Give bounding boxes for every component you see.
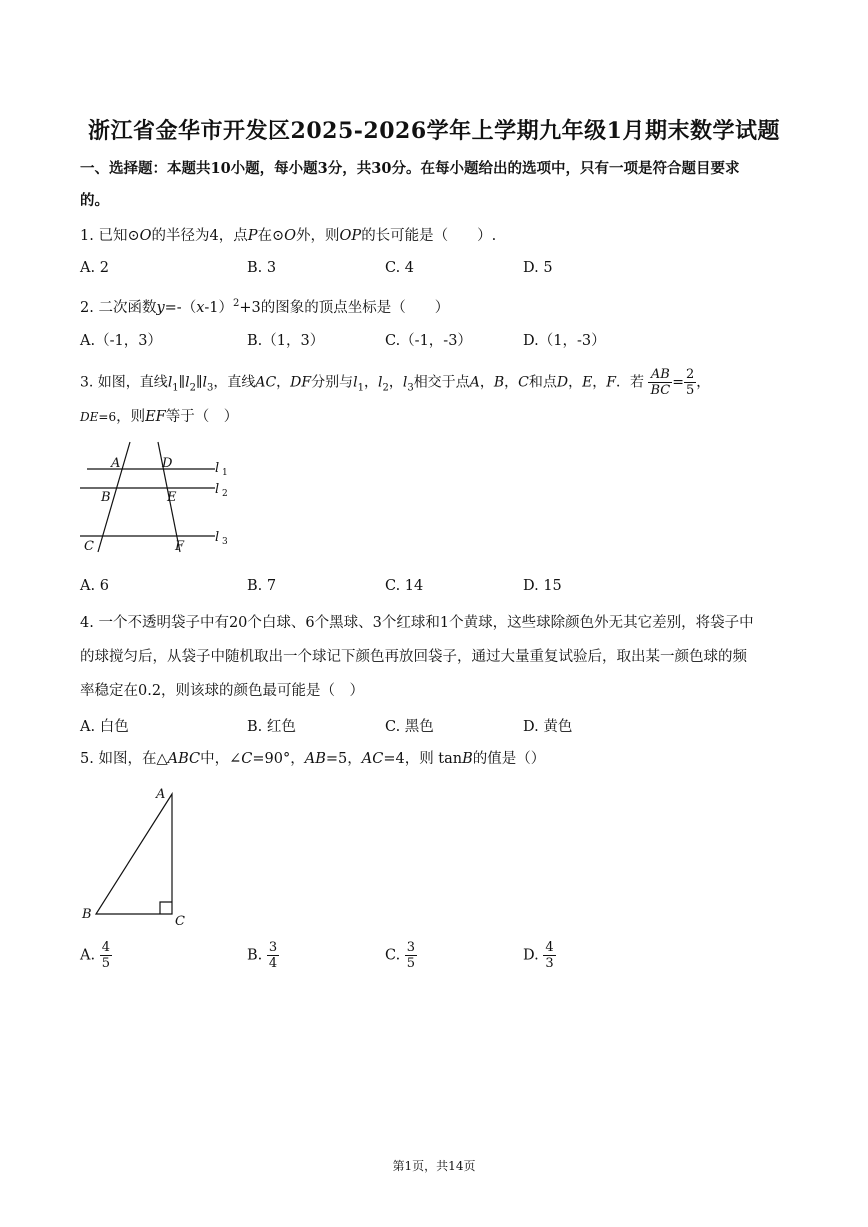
q3-var: A [469, 374, 480, 391]
q1-text: 的半径为4，点 [151, 228, 248, 244]
label-b: B [101, 490, 111, 505]
triangle-abc [96, 794, 172, 914]
q3-sub: 3 [407, 382, 414, 394]
q1-option-a[interactable]: A. 2 [80, 260, 109, 276]
label-d: D [162, 456, 173, 471]
q4-option-b[interactable]: B. 红色 [247, 719, 296, 735]
q2-option-b[interactable]: B.（1，3） [247, 333, 325, 349]
q1-text: 在⊙ [257, 228, 285, 244]
section-heading-line2: 的。 [80, 192, 109, 209]
q1-var: P [247, 228, 258, 244]
label-a: A [156, 787, 166, 802]
q5-text: =90°， [252, 751, 305, 767]
q3-var: F [606, 374, 617, 391]
frac-den: 3 [545, 956, 554, 971]
option-prefix: B. [247, 947, 263, 964]
q3-frac-num: 2 [685, 367, 695, 382]
exam-title: 浙江省金华市开发区2025-2026学年上学期九年级1月期末数学试题 [88, 118, 780, 144]
q2-text: +3的图象的顶点坐标是（ ） [239, 299, 450, 316]
q3-option-a[interactable]: A. 6 [80, 578, 109, 594]
frac-num: 4 [545, 940, 554, 955]
question-4-line1: 4. 一个不透明袋子中有20个白球、6个黑球、3个红球和1个黄球，这些球除颜色外无其它差别，将袋子中 [80, 615, 754, 631]
frac-den: 5 [101, 956, 110, 971]
q3-sub: 2 [189, 382, 196, 394]
q3-var: B [493, 374, 505, 391]
q5-option-a[interactable] [80, 940, 112, 971]
q2-option-c[interactable]: C.（-1，-3） [385, 333, 472, 349]
label-b: B [82, 907, 92, 922]
q2-var: y [156, 299, 165, 316]
q3-text: 3. 如图，直线 [80, 374, 168, 391]
q3-text: ， [363, 374, 378, 391]
q3-sub: 3 [206, 382, 214, 394]
q3-parallel: ∥ [178, 374, 186, 391]
q3-var: EF [145, 409, 166, 425]
q5-var: C [241, 751, 253, 767]
question-4-line3: 率稳定在0.2，则该球的颜色最可能是（ ） [80, 683, 365, 699]
question-3-line2 [80, 407, 238, 427]
question-2 [80, 294, 449, 318]
label-l3-sub: 3 [222, 537, 228, 547]
q3-sub: 1 [357, 382, 364, 394]
q2-text: -1） [204, 299, 234, 316]
label-l2: l [215, 482, 220, 497]
q5-options [80, 940, 780, 978]
frac-den: 4 [268, 956, 278, 971]
q4-option-d[interactable]: D. 黄色 [523, 719, 573, 735]
label-l1: l [215, 461, 220, 476]
option-fraction [543, 940, 555, 971]
q3-text: 和点 [528, 374, 557, 391]
q3-line-l: l [402, 374, 408, 391]
q5-var: B [462, 751, 473, 767]
page-footer: 第1页，共14页 [392, 1159, 476, 1173]
q3-var: D [556, 374, 569, 391]
q3-line-l: l [202, 374, 207, 391]
q3-option-d[interactable]: D. 15 [523, 578, 562, 594]
q3-var: DF [290, 374, 312, 391]
label-e: E [167, 490, 177, 505]
q3-frac-num: AB [650, 367, 670, 382]
q3-text: 相交于点 [413, 374, 470, 391]
q3-fraction-ab-bc [648, 367, 672, 398]
frac-num: 3 [406, 940, 416, 955]
option-prefix: C. [385, 947, 401, 964]
q2-text: 2. 二次函数 [80, 299, 157, 316]
q5-option-c[interactable] [385, 940, 417, 971]
q5-text: 5. 如图，在△ [80, 751, 168, 767]
q1-option-d[interactable]: D. 5 [523, 260, 553, 276]
q4-option-a[interactable]: A. 白色 [80, 719, 129, 735]
section-heading-line1: 一、选择题：本题共10小题，每小题3分，共30分。在每小题给出的选项中，只有一项是符合题目要求 [80, 160, 740, 177]
frac-den: 5 [406, 956, 416, 971]
q3-line-l: l [185, 374, 190, 391]
q1-var: O [284, 228, 297, 244]
q3-var: C [518, 374, 529, 391]
q5-option-d[interactable] [523, 940, 556, 971]
q3-text: 分别与 [311, 374, 354, 391]
question-5 [80, 749, 545, 769]
q3-text: ，直线 [213, 374, 256, 391]
label-c: C [175, 914, 185, 929]
q1-option-c[interactable]: C. 4 [385, 260, 415, 276]
q3-text: =6 [98, 410, 117, 424]
q1-options [80, 260, 780, 280]
q3-equals: = [672, 374, 684, 391]
q1-text: 的长可能是（ ）. [361, 228, 497, 244]
question-1 [80, 226, 496, 246]
right-angle-mark [160, 902, 172, 914]
q5-text: =4，则 tan [383, 751, 463, 767]
q3-fraction-2-5 [684, 367, 696, 398]
q2-option-a[interactable]: A.（-1，3） [80, 333, 162, 349]
q1-var: O [139, 228, 152, 244]
option-fraction [100, 940, 112, 971]
q3-parallel-lines-figure [75, 440, 245, 560]
frac-num: 3 [268, 940, 278, 955]
q3-var: E [582, 374, 593, 391]
label-a: A [111, 456, 121, 471]
label-f: F [175, 539, 185, 554]
q3-var: AC [255, 374, 277, 391]
q5-option-b[interactable] [247, 940, 279, 971]
question-3 [80, 367, 710, 398]
q3-options [80, 578, 780, 598]
q3-line-l: l [353, 374, 358, 391]
q3-line-l: l [167, 374, 173, 391]
label-l1-sub: 1 [222, 468, 228, 478]
frac-num: 4 [101, 940, 110, 955]
question-4-line2: 的球搅匀后，从袋子中随机取出一个球记下颜色再放回袋子，通过大量重复试验后，取出某一颜色球的频 [80, 649, 747, 665]
q2-options [80, 329, 780, 349]
label-l2-sub: 2 [222, 489, 228, 499]
q2-exponent: 2 [233, 298, 240, 309]
q3-frac-den: 5 [685, 383, 695, 398]
option-fraction [267, 940, 279, 971]
q3-frac-den: BC [650, 383, 671, 398]
q3-line-l: l [377, 374, 383, 391]
q5-text: 的值是（） [472, 751, 546, 767]
q3-text: 等于（ ） [165, 409, 239, 425]
q5-var: ABC [167, 751, 201, 767]
q4-options [80, 715, 780, 735]
q3-sub: 1 [172, 382, 179, 394]
q3-text: ．若 [616, 374, 645, 391]
q5-var: AB [304, 751, 326, 767]
q3-text: ， [592, 374, 607, 391]
q4-option-c[interactable]: C. 黑色 [385, 719, 434, 735]
label-l3: l [215, 530, 220, 545]
q3-parallel: ∥ [196, 374, 203, 391]
option-prefix: D. [523, 947, 539, 964]
option-prefix: A. [80, 947, 96, 964]
q1-var: OP [339, 228, 362, 244]
q1-option-b[interactable]: B. 3 [247, 260, 277, 276]
q3-text: ， [276, 374, 291, 391]
q2-var: x [196, 299, 205, 316]
q3-option-b[interactable]: B. 7 [247, 578, 277, 594]
q5-var: AC [361, 751, 384, 767]
option-fraction [405, 940, 417, 971]
q3-text: ， [479, 374, 494, 391]
q3-text: ，则 [116, 409, 146, 425]
q5-text: =5， [325, 751, 362, 767]
q3-option-c[interactable]: C. 14 [385, 578, 424, 594]
q3-text: ， [388, 374, 403, 391]
q3-sub: 2 [382, 382, 389, 394]
label-c: C [84, 539, 94, 554]
q2-text: =-（ [164, 299, 197, 316]
q3-text: ， [696, 374, 711, 391]
q3-text: ， [504, 374, 519, 391]
q2-option-d[interactable]: D.（1，-3） [523, 333, 606, 349]
q5-text: 中，∠ [200, 751, 242, 767]
q1-text: 外，则 [296, 228, 340, 244]
q1-text: 1. 已知⊙ [80, 228, 140, 244]
q5-right-triangle-figure [78, 782, 198, 930]
q3-var: DE [80, 410, 99, 424]
q3-text: ， [568, 374, 583, 391]
